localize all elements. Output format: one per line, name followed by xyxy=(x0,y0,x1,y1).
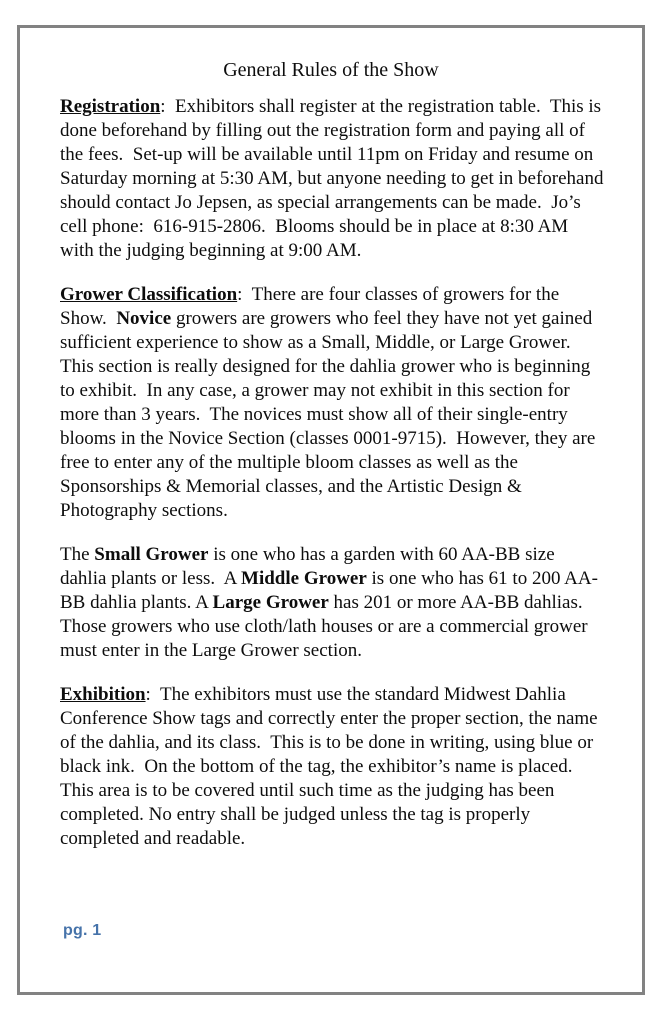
bold-text-run: Large Grower xyxy=(212,592,329,613)
text-run: : Exhibitors shall register at the registration table. This is done beforehand by filling out the registration form and paying all of the fees. Set-up will be available until 11pm on Friday and resume on Saturday morning at 5:30 AM, but anyone needing to get in beforehand should contact Jo Jepsen, as special arrangements can be made. Jo’s cell phone: 616-915-2806. Blooms should be in place at 8:30 AM with the judging beginning at 9:00 AM. xyxy=(60,96,609,261)
bold-text-run: Middle Grower xyxy=(241,568,367,589)
text-run: growers are growers who feel they have not yet gained sufficient experience to show as a Small, Middle, or Large Grower. This section is really designed for the dahlia grower who is beginning to exhibit. In any case, a grower may not exhibit in this section for more than 3 years. The novices must show all of their single-entry blooms in the Novice Section (classes 0001-9715). However, they are free to enter any of the multiple bloom classes as well as the Sponsorships & Memorial classes, and the Artistic Design & Photography sections. xyxy=(60,308,601,521)
text-run: : There are four classes of growers for the Show. xyxy=(60,284,564,329)
paragraph-grower-classification xyxy=(60,283,605,523)
paragraph-grower-sizes xyxy=(60,543,605,663)
section-heading-run: Exhibition xyxy=(60,684,146,705)
bold-text-run: Small Grower xyxy=(94,544,209,565)
text-run: The xyxy=(60,544,95,565)
paragraph-registration xyxy=(60,95,609,263)
section-heading-run: Grower Classification xyxy=(60,284,238,305)
document-title: General Rules of the Show xyxy=(223,59,439,81)
document-body xyxy=(60,95,609,851)
bold-text-run: Novice xyxy=(116,308,172,329)
section-heading-run: Registration xyxy=(60,96,161,117)
paragraph-exhibition xyxy=(60,683,605,851)
page-border-frame xyxy=(17,25,645,995)
text-run: has 201 or more AA-BB dahlias. Those growers who use cloth/lath houses or are a commercial grower must enter in the Large Grower section. xyxy=(60,592,593,661)
text-run: : The exhibitors must use the standard Midwest Dahlia Conference Show tags and correctly enter the proper section, the name of the dahlia, and its class. This is to be done in writing, using blue or black ink. On the bottom of the tag, the exhibitor’s name is placed. This area is to be covered until such time as the judging has been completed. No entry shall be judged unless the tag is properly completed and readable. xyxy=(60,684,603,849)
page-number: pg. 1 xyxy=(63,922,102,939)
text-run: is one who has 61 to 200 AA-BB dahlia plants. A xyxy=(60,568,598,613)
text-run: is one who has a garden with 60 AA-BB size dahlia plants or less. A xyxy=(60,544,560,589)
